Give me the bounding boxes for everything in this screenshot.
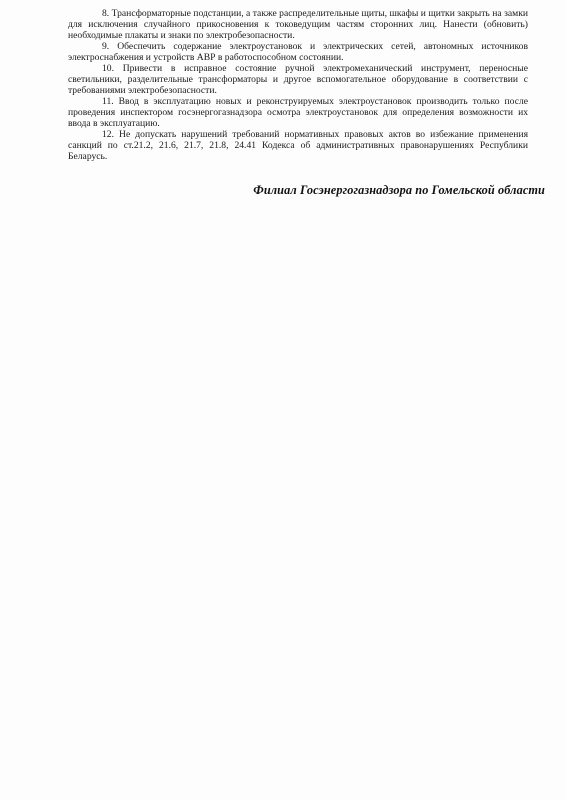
document-body [68,8,528,162]
paragraph-11: 11. Ввод в эксплуатацию новых и реконструируемых электроустановок производить только после проведения инспектором госэнергогазнадзора осмотра электроустановок для определения возможности их ввода в эксплуатацию. [68,96,528,129]
paragraph-10: 10. Привести в исправное состояние ручной электромеханический инструмент, переносные светильники, разделительные трансформаторы и другое вспомогательное оборудование в соответствии с требованиями электробезопасности. [68,63,528,96]
paragraph-8: 8. Трансформаторные подстанции, а также распределительные щиты, шкафы и щитки закрыть на замки для исключения случайного прикосновения к токоведущим частям сторонних лиц. Нанести (обновить) необходимые плакаты и знаки по электробезопасности. [68,8,528,41]
signature-organization: Филиал Госэнергогазнадзора по Гомельской области [253,183,545,197]
paragraph-12: 12. Не допускать нарушений требований нормативных правовых актов во избежание применения санкций по ст.21.2, 21.6, 21.7, 21.8, 24.41 Кодекса об административных правонарушениях Республики Беларусь. [68,129,528,162]
paragraph-9: 9. Обеспечить содержание электроустановок и электрических сетей, автономных источников электроснабжения и устройств АВР в работоспособном состоянии. [68,41,528,63]
